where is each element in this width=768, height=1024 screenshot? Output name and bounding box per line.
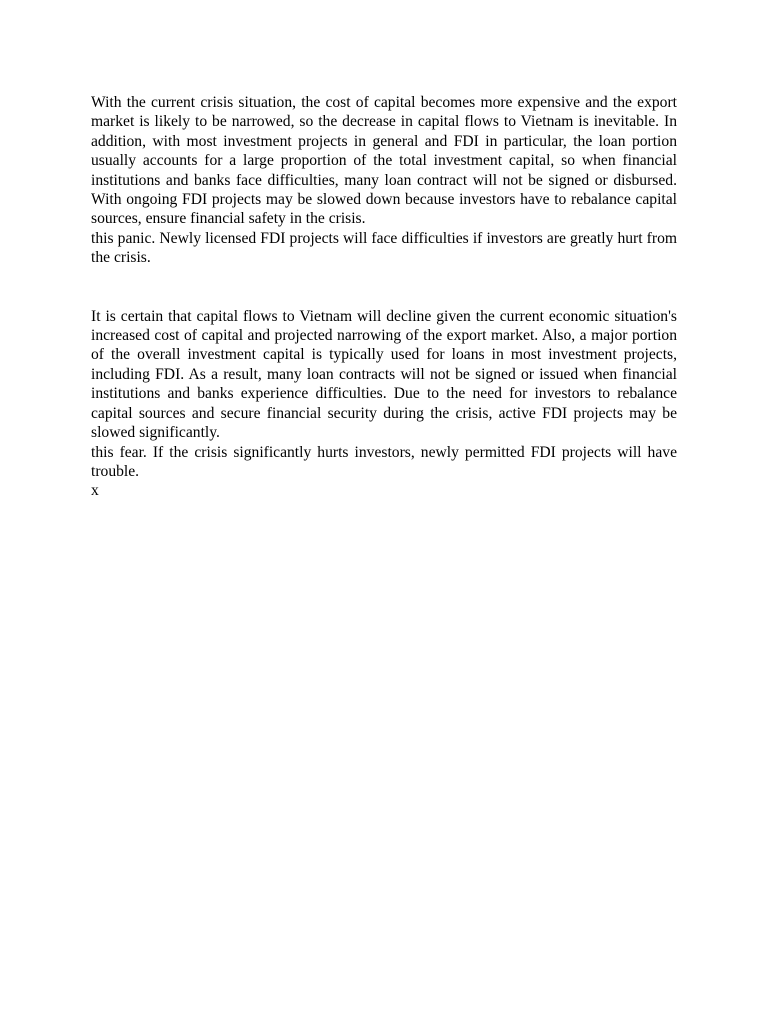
trailing-mark: x [91,482,99,500]
rewritten-paragraph: It is certain that capital flows to Vietnam will decline given the current economic situation's increased cost of capital and projected narrowing of the export market. Also, a major portion of the overall investment capital is typically used for loans in most investment projects, including FDI. As a result, many loan contracts will not be signed or issued when financial institutions and banks experience difficulties. Due to the need for investors to rebalance capital sources and secure financial security during the crisis, active FDI projects may be slowed significantly. [91,307,677,442]
original-paragraph: With the current crisis situation, the cost of capital becomes more expensive and the export market is likely to be narrowed, so the decrease in capital flows to Vietnam is inevitable. In addition, with most investment projects in general and FDI in particular, the loan portion usually accounts for a large proportion of the total investment capital, so when financial institutions and banks face difficulties, many loan contract will not be signed or disbursed. With ongoing FDI projects may be slowed down because investors have to rebalance capital sources, ensure financial safety in the crisis. [91,94,677,228]
original-continuation: this panic. Newly licensed FDI projects will face difficulties if investors are greatly hurt from the crisis. [91,229,677,267]
rewritten-continuation: this fear. If the crisis significantly hurts investors, newly permitted FDI projects will have trouble. [91,443,677,480]
document-page [91,93,677,501]
paragraph-gap [91,268,677,307]
